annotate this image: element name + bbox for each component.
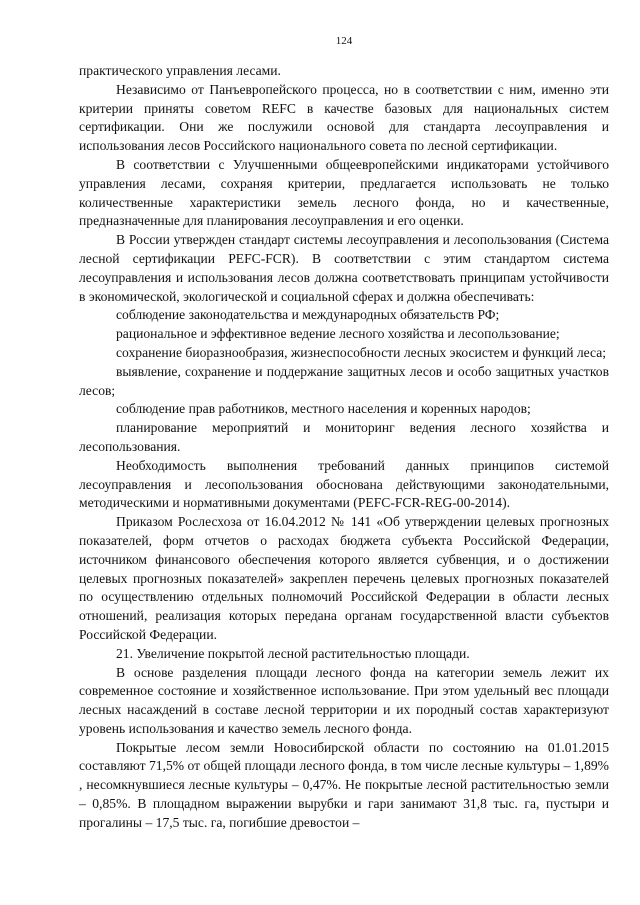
paragraph: В основе разделения площади лесного фонда на категории земель лежит их современное состояние и хозяйственное использование. При этом удельный вес площади лесных насаждений в составе лесной территории и их породный состав характеризуют уровень использования и качество земель лесного фонда. [79, 664, 609, 736]
paragraph: рациональное и эффективное ведение лесного хозяйства и лесопользование; [116, 326, 560, 342]
paragraph: Приказом Рослесхоза от 16.04.2012 № 141 «Об утверждении целевых прогнозных показателей, форм отчетов о расходах бюджета субъекта Российской Федерации, источником финансового обеспечения которого является субвенция, и о достижении целевых прогнозных показателей» закреплен перечень целевых прогнозных показателей по осуществлению отдельных полномочий Российской Федерации в области лесных отношений, реализация которых передана органам государственной власти субъектов Российской Федерации. [79, 514, 609, 642]
document-page [79, 34, 609, 833]
paragraph: 21. Увеличение покрытой лесной растительностью площади. [116, 645, 470, 661]
paragraph: выявление, сохранение и поддержание защитных лесов и особо защитных участков лесов; [79, 363, 609, 398]
paragraph: практического управления лесами. [79, 63, 281, 78]
paragraph: Независимо от Панъевропейского процесса, но в соответствии с ним, именно эти критерии приняты советом REFC в качестве базовых для национальных систем сертификации. Они же послужили основой для стандарта лесоуправления и использования лесов Российского национального совета по лесной сертификации. [79, 81, 609, 154]
paragraph: Покрытые лесом земли Новосибирской области по состоянию на 01.01.2015 составляют 71,5% от общей площади лесного фонда, в том числе лесные культуры – 1,89% , несомкнувшиеся лесные культуры – 0,47%. Не покрытые лесной растительностью земли – 0,85%. В площадном выражении вырубки и гари занимают 31,8 тыс. га, пустыри и прогалины – 17,5 тыс. га, погибшие древостои – [79, 739, 609, 830]
paragraph: планирование мероприятий и мониторинг ведения лесного хозяйства и лесопользования. [79, 420, 609, 454]
paragraph: В России утвержден стандарт системы лесоуправления и лесопользования (Система лесной сертификации PEFC-FCR). В соответствии с этим стандартом система лесоуправления и использования лесов должна соответствовать принципам устойчивости в экономической, экологической и социальной сферах и должна обеспечивать: [79, 232, 609, 304]
paragraph: Необходимость выполнения требований данных принципов системой лесоуправления и лесопользования обоснована действующими законодательными, методическими и нормативными документами (PEFC-FCR-REG-00-2014). [79, 457, 609, 511]
paragraph: сохранение биоразнообразия, жизнеспособности лесных экосистем и функций леса; [116, 344, 607, 360]
page-number: 124 [335, 35, 353, 47]
paragraph: соблюдение законодательства и международных обязательств РФ; [116, 307, 500, 323]
body-text [79, 62, 609, 833]
paragraph: соблюдение прав работников, местного населения и коренных народов; [116, 401, 531, 417]
paragraph: В соответствии с Улучшенными общеевропейскими индикаторами устойчивого управления лесами, сохраняя критерии, предлагается использовать не только количественные характеристики земель лесного фонда, но и качественные, предназначенные для планирования лесоуправления и его оценки. [79, 156, 609, 229]
